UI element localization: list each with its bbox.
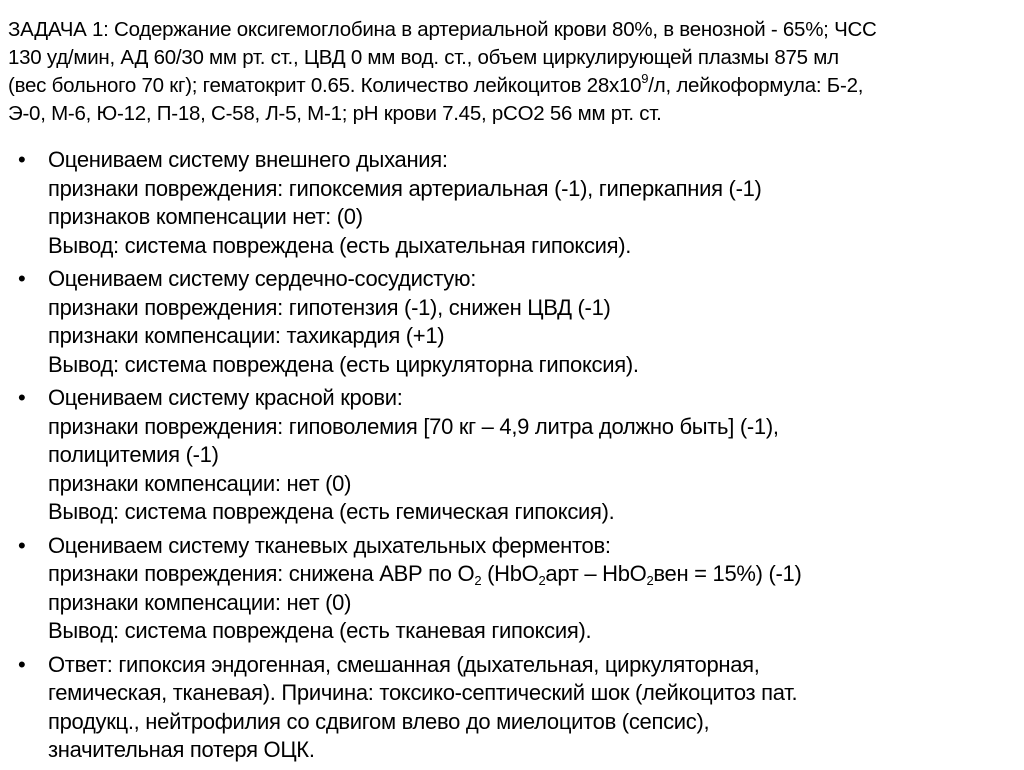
answer-line: гемическая, тканевая). Причина: токсико-септический шок (лейкоцитоз пат. — [48, 680, 798, 705]
item-compensation: признаков компенсации нет: (0) — [48, 204, 363, 229]
bullet-icon: • — [18, 651, 26, 677]
bullet-icon: • — [18, 266, 26, 291]
item-heading: Оцениваем систему сердечно-сосудистую: — [48, 266, 477, 291]
list-item-cardiovascular — [18, 265, 1014, 379]
subscript: 2 — [646, 573, 654, 588]
task-line-text: /л, лейкоформула: Б-2, — [648, 74, 864, 97]
item-damage-continued: полицитемия (-1) — [48, 442, 219, 467]
exponent: 9 — [641, 71, 649, 86]
item-damage-text: (HbO — [481, 561, 539, 586]
list-item-answer — [18, 651, 1014, 765]
list-item-tissue-enzymes — [18, 532, 1014, 646]
task-line: 130 уд/мин, АД 60/30 мм рт. ст., ЦВД 0 мм вод. ст., объем циркулирующей плазмы 875 мл — [8, 46, 839, 69]
answer-line: Ответ: гипоксия эндогенная, смешанная (дыхательная, циркуляторная, — [48, 651, 760, 677]
subscript: 2 — [538, 573, 546, 588]
item-conclusion: Вывод: система повреждена (есть тканевая гипоксия). — [48, 618, 592, 643]
item-conclusion: Вывод: система повреждена (есть циркуляторна гипоксия). — [48, 351, 639, 377]
item-damage-text: арт – HbO — [545, 561, 647, 586]
item-damage: признаки повреждения: гипоксемия артериальная (-1), гиперкапния (-1) — [48, 175, 762, 201]
answer-line: значительная потеря ОЦК. — [48, 737, 315, 762]
analysis-list — [18, 146, 1014, 770]
task-line: ЗАДАЧА 1: Содержание оксигемоглобина в артериальной крови 80%, в венозной - 65%; ЧСС — [8, 18, 877, 41]
item-damage-text: вен = 15%) (-1) — [653, 561, 802, 586]
item-compensation: признаки компенсации: тахикардия (+1) — [48, 323, 445, 348]
item-heading: Оцениваем систему красной крови: — [48, 385, 403, 410]
item-heading: Оцениваем систему тканевых дыхательных ферментов: — [48, 532, 611, 558]
subscript: 2 — [474, 573, 482, 588]
item-conclusion: Вывод: система повреждена (есть гемическая гипоксия). — [48, 499, 615, 524]
item-damage — [48, 560, 1014, 589]
task-statement — [8, 16, 1014, 128]
bullet-icon: • — [18, 532, 26, 558]
item-compensation: признаки компенсации: нет (0) — [48, 470, 352, 496]
bullet-icon: • — [18, 147, 26, 172]
item-damage: признаки повреждения: гиповолемия [70 кг – 4,9 литра должно быть] (-1), — [48, 413, 779, 439]
task-line: Э-0, М-6, Ю-12, П-18, С-58, Л-5, М-1; pH крови 7.45, pCO2 56 мм рт. ст. — [8, 102, 662, 125]
item-compensation: признаки компенсации: нет (0) — [48, 589, 352, 615]
item-heading: Оцениваем систему внешнего дыхания: — [48, 147, 448, 172]
task-line — [8, 72, 1014, 100]
list-item-respiratory — [18, 146, 1014, 260]
item-conclusion: Вывод: система повреждена (есть дыхательная гипоксия). — [48, 232, 632, 258]
answer-line: продукц., нейтрофилия со сдвигом влево до миелоцитов (сепсис), — [48, 708, 710, 734]
item-damage-text: признаки повреждения: снижена АВР по О — [48, 561, 475, 586]
item-damage: признаки повреждения: гипотензия (-1), снижен ЦВД (-1) — [48, 294, 611, 320]
list-item-red-blood — [18, 384, 1014, 527]
task-line-text: (вес больного 70 кг); гематокрит 0.65. Количество лейкоцитов 28х10 — [8, 74, 642, 97]
bullet-icon: • — [18, 385, 26, 410]
